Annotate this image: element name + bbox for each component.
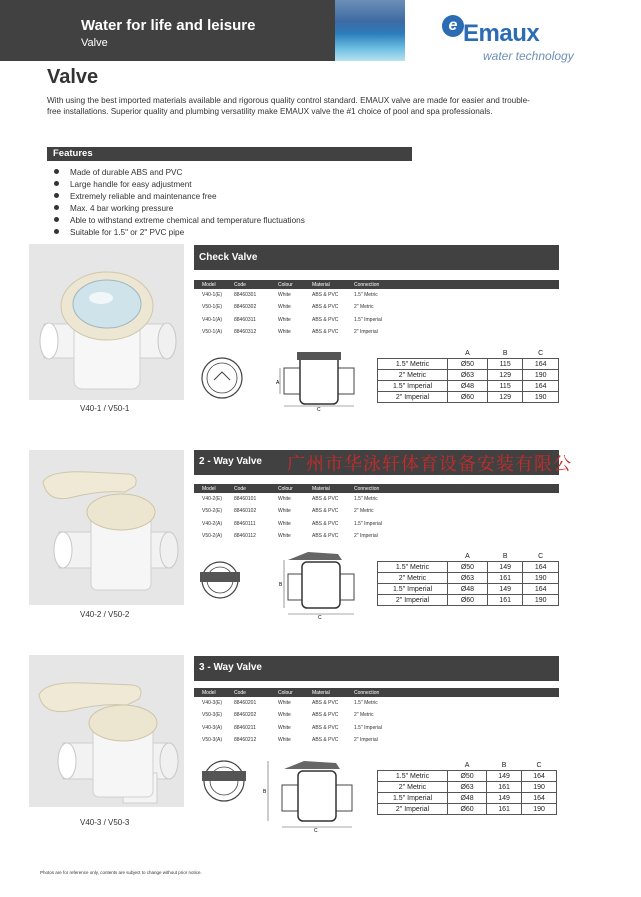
- dim-cell: 161: [487, 804, 522, 815]
- dim-cell: 164: [522, 793, 557, 804]
- spec-cell: V50-2(E): [202, 508, 223, 515]
- dim-cell: 1.5" Metric: [378, 359, 448, 370]
- company-watermark: 广州市华泳轩体育设备安装有限公: [287, 454, 572, 475]
- pool-photo: [335, 0, 405, 61]
- check-valve-title: Check Valve: [199, 252, 258, 263]
- dim-cell: Ø48: [448, 584, 488, 595]
- spec-cell: White: [278, 292, 291, 299]
- spec-cell: V40-1(A): [202, 316, 223, 323]
- dim-cell: 149: [487, 584, 523, 595]
- bullet-icon: [54, 217, 59, 222]
- spec-cell: V40-2(E): [202, 496, 223, 503]
- feature-text: Able to withstand extreme chemical and temperature fluctuations: [70, 216, 305, 225]
- spec-cell: 2" Imperial: [354, 737, 378, 744]
- spec-cell: ABS & PVC: [312, 712, 339, 719]
- spec-row: [194, 289, 559, 301]
- spec-cell: ABS & PVC: [312, 304, 339, 311]
- intro-paragraph: With using the best imported materials available and rigorous quality control standard. EMAUX valve are made for easier and trouble-free installations. Superior quality and plumbing versatility make EMAUX valve the #1 choice of pool and spa professionals.: [47, 96, 530, 116]
- dim-row: [378, 392, 559, 403]
- spec-cell: 88460212: [234, 737, 257, 744]
- feature-text: Extremely reliable and maintenance free: [70, 192, 217, 201]
- header-subtitle: Valve: [81, 37, 108, 49]
- dim-label-a: A: [276, 380, 280, 386]
- spec-cell: ABS & PVC: [312, 724, 339, 731]
- spec-row: [194, 493, 559, 505]
- dim-row: [378, 573, 559, 584]
- spec-cell: White: [278, 329, 291, 336]
- three-way-valve-spec-table: [194, 688, 559, 746]
- spec-row: [194, 697, 559, 709]
- dim-row: [378, 370, 559, 381]
- spec-row: [194, 505, 559, 517]
- dim-label-c-2: C: [318, 615, 322, 620]
- feature-text: Made of durable ABS and PVC: [70, 168, 183, 177]
- dim-header-cell: A: [448, 348, 488, 359]
- spec-cell: 2" Metric: [354, 712, 374, 719]
- spec-header-cell: Model: [202, 281, 216, 288]
- dim-label-b: B: [279, 582, 283, 588]
- spec-cell: V40-3(E): [202, 700, 223, 707]
- dim-row: [378, 584, 559, 595]
- spec-cell: 88460202: [234, 712, 257, 719]
- dim-row: [378, 562, 559, 573]
- dim-cell: 115: [487, 359, 523, 370]
- dim-cell: 1.5" Metric: [378, 562, 448, 573]
- two-way-valve-title: 2 - Way Valve: [199, 456, 262, 467]
- spec-cell: ABS & PVC: [312, 508, 339, 515]
- dim-cell: 190: [523, 370, 559, 381]
- spec-row: [194, 530, 559, 542]
- feature-text: Large handle for easy adjustment: [70, 180, 192, 189]
- dim-cell: 190: [522, 804, 557, 815]
- spec-header-cell: Colour: [278, 689, 293, 696]
- spec-cell: 1.5" Imperial: [354, 724, 382, 731]
- spec-cell: 1.5" Imperial: [354, 520, 382, 527]
- dim-cell: 2" Metric: [378, 782, 448, 793]
- spec-row: [194, 326, 559, 338]
- check-valve-caption: V40-1 / V50-1: [80, 404, 130, 413]
- dim-row: [378, 595, 559, 606]
- spec-header-cell: Connection: [354, 281, 380, 288]
- spec-cell: White: [278, 737, 291, 744]
- spec-cell: White: [278, 496, 291, 503]
- spec-cell: 2" Metric: [354, 508, 374, 515]
- spec-cell: 88460211: [234, 724, 256, 731]
- dim-cell: 164: [523, 381, 559, 392]
- three-way-valve-title: 3 - Way Valve: [199, 662, 262, 673]
- spec-cell: White: [278, 724, 291, 731]
- two-way-valve-dim-table: [377, 551, 559, 606]
- features-title: Features: [53, 148, 93, 159]
- spec-cell: ABS & PVC: [312, 520, 339, 527]
- spec-cell: 1.5" Metric: [354, 700, 378, 707]
- feature-text: Suitable for 1.5" or 2" PVC pipe: [70, 228, 185, 237]
- check-valve-spec-table: [194, 280, 559, 338]
- spec-cell: ABS & PVC: [312, 292, 339, 299]
- spec-header-cell: Connection: [354, 689, 380, 696]
- dim-header-cell: A: [448, 760, 487, 771]
- two-way-valve-spec-table: [194, 484, 559, 542]
- spec-cell: V40-1(E): [202, 292, 223, 299]
- dim-cell: 2" Metric: [378, 370, 448, 381]
- spec-header-cell: Connection: [354, 485, 380, 492]
- header-title: Water for life and leisure: [81, 17, 256, 34]
- logo-name: Emaux: [463, 20, 540, 47]
- dim-header-cell: C: [522, 760, 557, 771]
- dim-cell: Ø48: [448, 381, 488, 392]
- spec-cell: 88460201: [234, 700, 257, 707]
- dim-cell: 149: [487, 793, 522, 804]
- dim-cell: 129: [487, 370, 523, 381]
- dim-cell: Ø48: [448, 793, 487, 804]
- spec-cell: 2" Imperial: [354, 533, 378, 540]
- dim-cell: 149: [487, 562, 523, 573]
- dim-header-cell: B: [487, 348, 523, 359]
- dim-header-empty: [378, 348, 448, 359]
- dim-cell: 161: [487, 782, 522, 793]
- spec-header-cell: Colour: [278, 281, 293, 288]
- spec-cell: ABS & PVC: [312, 496, 339, 503]
- dim-row: [378, 771, 557, 782]
- dim-cell: Ø50: [448, 562, 488, 573]
- spec-cell: 88460101: [234, 496, 257, 503]
- spec-header-cell: Material: [312, 281, 330, 288]
- dim-header-cell: A: [448, 551, 488, 562]
- spec-cell: White: [278, 304, 291, 311]
- dim-header-cell: B: [487, 760, 522, 771]
- dim-cell: 149: [487, 771, 522, 782]
- dim-cell: Ø63: [448, 370, 488, 381]
- three-way-valve-photo: [29, 655, 184, 807]
- feature-item: [54, 180, 192, 189]
- dim-header-empty: [378, 760, 448, 771]
- dim-cell: Ø63: [448, 782, 487, 793]
- dim-label-c: C: [317, 407, 321, 412]
- spec-cell: ABS & PVC: [312, 700, 339, 707]
- spec-cell: 88460301: [234, 292, 257, 299]
- spec-header-cell: Material: [312, 485, 330, 492]
- bullet-icon: [54, 229, 59, 234]
- bullet-icon: [54, 169, 59, 174]
- three-way-valve-dim-table: [377, 760, 557, 815]
- dim-cell: 164: [523, 584, 559, 595]
- spec-row: [194, 301, 559, 313]
- dim-cell: 161: [487, 595, 523, 606]
- spec-cell: 2" Imperial: [354, 329, 378, 336]
- spec-header-cell: Model: [202, 689, 216, 696]
- spec-cell: 88460111: [234, 520, 256, 527]
- bullet-icon: [54, 193, 59, 198]
- spec-row: [194, 314, 559, 326]
- features-bar: [47, 147, 412, 161]
- dim-row: [378, 793, 557, 804]
- spec-cell: 88460112: [234, 533, 256, 540]
- dim-cell: 115: [487, 381, 523, 392]
- spec-cell: 1.5" Metric: [354, 496, 378, 503]
- spec-row: [194, 734, 559, 746]
- spec-cell: White: [278, 316, 291, 323]
- spec-cell: V50-1(E): [202, 304, 223, 311]
- spec-cell: V40-2(A): [202, 520, 223, 527]
- dim-row: [378, 381, 559, 392]
- dim-cell: 2" Imperial: [378, 392, 448, 403]
- spec-cell: V50-2(A): [202, 533, 223, 540]
- spec-cell: ABS & PVC: [312, 329, 339, 336]
- footer-note: Photos are for reference only, contents are subject to change without prior notice.: [40, 870, 202, 875]
- feature-item: [54, 168, 182, 177]
- dim-cell: 190: [523, 595, 559, 606]
- spec-cell: 88460102: [234, 508, 257, 515]
- dim-cell: Ø60: [448, 392, 488, 403]
- dim-cell: Ø60: [448, 804, 487, 815]
- spec-cell: ABS & PVC: [312, 737, 339, 744]
- spec-header-cell: Code: [234, 485, 246, 492]
- dim-label-b-3: B: [263, 789, 267, 795]
- spec-cell: White: [278, 508, 291, 515]
- dim-header-cell: B: [487, 551, 523, 562]
- dim-row: [378, 804, 557, 815]
- spec-cell: White: [278, 712, 291, 719]
- dim-cell: 190: [522, 782, 557, 793]
- dim-cell: 2" Imperial: [378, 595, 448, 606]
- spec-cell: 88460302: [234, 304, 257, 311]
- spec-header-cell: Code: [234, 689, 246, 696]
- emaux-logo-icon: e: [442, 15, 464, 37]
- feature-item: [54, 216, 305, 225]
- dim-cell: 164: [523, 359, 559, 370]
- spec-cell: White: [278, 533, 291, 540]
- spec-cell: White: [278, 700, 291, 707]
- spec-cell: 1.5" Metric: [354, 292, 378, 299]
- dim-cell: 2" Metric: [378, 573, 448, 584]
- spec-cell: ABS & PVC: [312, 533, 339, 540]
- spec-cell: V40-3(A): [202, 724, 223, 731]
- feature-text: Max. 4 bar working pressure: [70, 204, 174, 213]
- spec-header-cell: Colour: [278, 485, 293, 492]
- bullet-icon: [54, 181, 59, 186]
- two-way-valve-photo: [29, 450, 184, 605]
- dim-cell: 1.5" Imperial: [378, 584, 448, 595]
- dim-cell: Ø50: [448, 359, 488, 370]
- feature-item: [54, 204, 173, 213]
- dim-row: [378, 782, 557, 793]
- dim-cell: 2" Imperial: [378, 804, 448, 815]
- logo-tagline: water technology: [483, 49, 574, 63]
- check-valve-photo: [29, 244, 184, 400]
- spec-cell: ABS & PVC: [312, 316, 339, 323]
- dim-cell: 1.5" Imperial: [378, 381, 448, 392]
- check-valve-dim-table: [377, 348, 559, 403]
- check-valve-drawing: [196, 350, 376, 412]
- dim-cell: 190: [523, 573, 559, 584]
- bullet-icon: [54, 205, 59, 210]
- dim-row: [378, 359, 559, 370]
- dim-header-cell: C: [523, 348, 559, 359]
- spec-row: [194, 722, 559, 734]
- spec-row: [194, 709, 559, 721]
- spec-row: [194, 518, 559, 530]
- spec-cell: White: [278, 520, 291, 527]
- dim-cell: Ø63: [448, 573, 488, 584]
- dim-cell: 164: [523, 562, 559, 573]
- spec-header-cell: Model: [202, 485, 216, 492]
- three-way-valve-caption: V40-3 / V50-3: [80, 818, 130, 827]
- page-title: Valve: [47, 66, 99, 88]
- spec-cell: 2" Metric: [354, 304, 374, 311]
- dim-cell: 1.5" Metric: [378, 771, 448, 782]
- dim-cell: Ø60: [448, 595, 488, 606]
- spec-cell: V50-1(A): [202, 329, 223, 336]
- two-way-valve-drawing: [196, 550, 376, 620]
- dim-cell: 164: [522, 771, 557, 782]
- dim-header-empty: [378, 551, 448, 562]
- dim-cell: Ø50: [448, 771, 487, 782]
- dim-cell: 1.5" Imperial: [378, 793, 448, 804]
- spec-header-cell: Code: [234, 281, 246, 288]
- dim-label-c-3: C: [314, 828, 318, 832]
- spec-cell: 88460312: [234, 329, 257, 336]
- spec-cell: 1.5" Imperial: [354, 316, 382, 323]
- three-way-valve-drawing: [196, 757, 376, 832]
- spec-cell: V50-3(E): [202, 712, 223, 719]
- dim-cell: 161: [487, 573, 523, 584]
- spec-header-cell: Material: [312, 689, 330, 696]
- feature-item: [54, 192, 217, 201]
- dim-cell: 129: [487, 392, 523, 403]
- spec-cell: V50-3(A): [202, 737, 223, 744]
- dim-cell: 190: [523, 392, 559, 403]
- feature-item: [54, 228, 184, 237]
- dim-header-cell: C: [523, 551, 559, 562]
- spec-cell: 88460311: [234, 316, 256, 323]
- two-way-valve-caption: V40-2 / V50-2: [80, 610, 130, 619]
